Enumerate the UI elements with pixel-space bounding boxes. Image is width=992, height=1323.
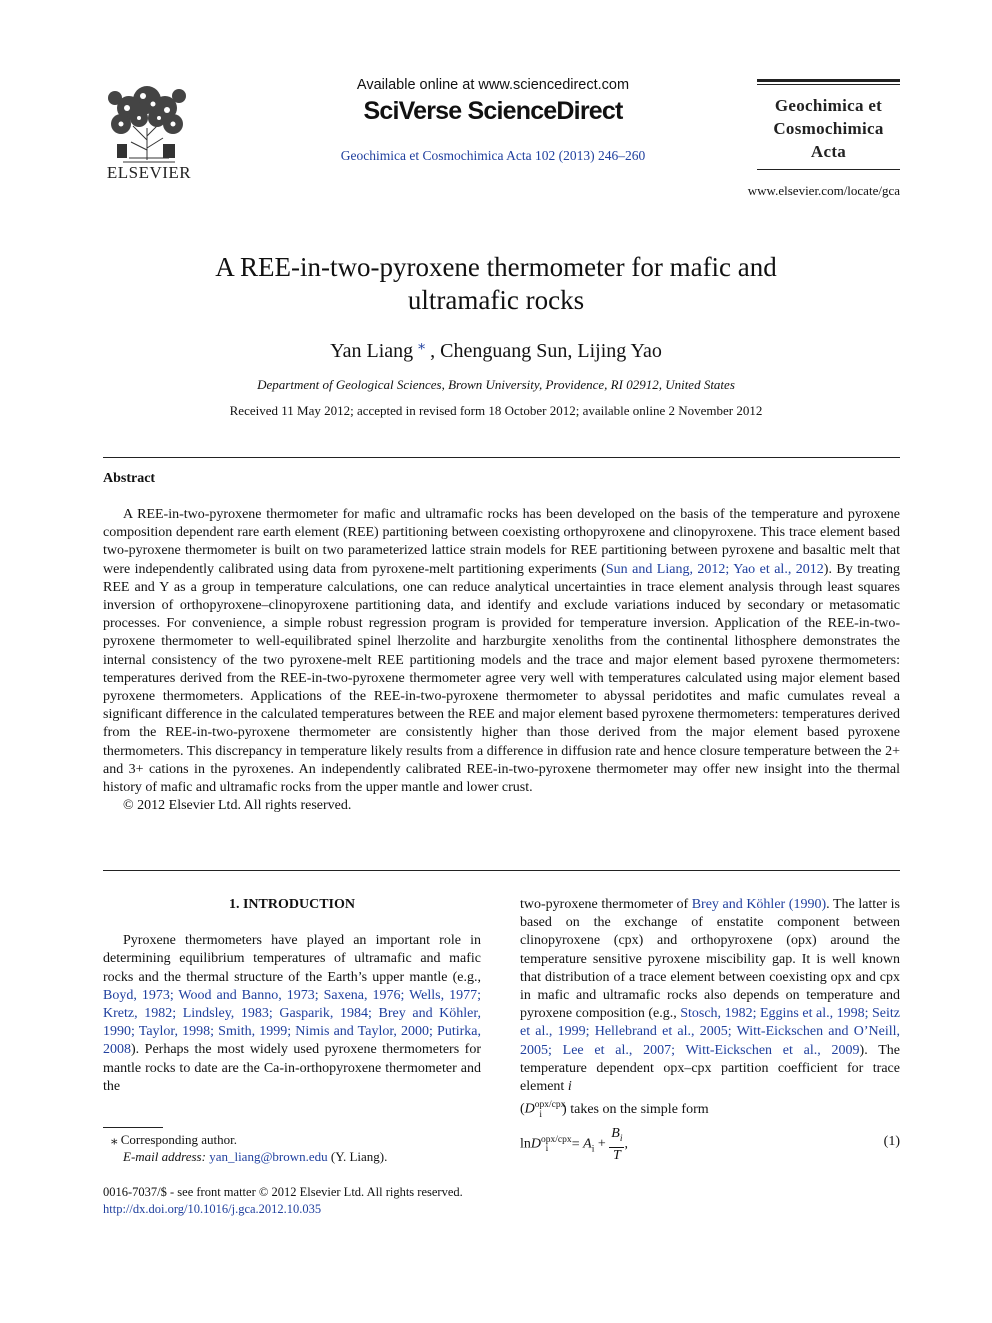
box-top-rule <box>757 79 900 82</box>
equation-1 <box>520 1126 900 1163</box>
footnote-rule <box>103 1127 163 1128</box>
element-symbol-i: i <box>567 1079 572 1095</box>
eq-plus: + <box>594 1136 610 1152</box>
footnote <box>103 1131 481 1165</box>
journal-title-box <box>757 79 900 170</box>
equation-body <box>520 1126 628 1163</box>
doi-link[interactable]: http://dx.doi.org/10.1016/j.gca.2012.10.035 <box>103 1202 322 1216</box>
abstract-body <box>103 506 900 815</box>
intro-text-3: two-pyroxene thermometer of <box>520 897 692 912</box>
journal-title <box>757 85 900 169</box>
right-column <box>520 896 900 1124</box>
eq-sub: i <box>545 1144 549 1155</box>
eq-denominator: T <box>612 1147 621 1163</box>
eq-b: B <box>611 1126 620 1141</box>
intro-text-2: ). Perhaps the most widely used pyroxene thermometers for mantle rocks to date are the Ca-in-orthopyroxene thermometer and the <box>103 1042 481 1094</box>
eq-ln: ln <box>520 1136 531 1152</box>
intro-text-5: ). The temperature dependent opx–cpx partition coefficient for trace element <box>520 1042 900 1095</box>
title-line-1: A REE-in-two-pyroxene thermometer for mafic and <box>215 252 777 282</box>
partition-symbol-d: D <box>524 1101 535 1117</box>
left-column <box>103 896 481 1096</box>
email-suffix: (Y. Liang). <box>327 1149 388 1164</box>
equation-number: (1) <box>883 1134 900 1149</box>
box-bottom-rule <box>757 169 900 170</box>
abstract-bottom-rule <box>103 870 900 871</box>
masthead-center <box>253 77 733 164</box>
eq-numerator <box>609 1126 624 1148</box>
intro-paragraph-1 <box>103 932 481 1096</box>
issn-line: 0016-7037/$ - see front matter © 2012 Elsevier Ltd. All rights reserved. <box>103 1185 463 1199</box>
author-yan-liang: Yan Liang <box>330 340 414 362</box>
brey-kohler-ref-link[interactable]: Brey and Köhler (1990) <box>691 897 827 912</box>
available-online-text: Available online at www.sciencedirect.com <box>356 77 630 93</box>
abstract-text-1: A REE-in-two-pyroxene thermometer for mafic and ultramafic rocks has been developed on the basis of the temperature and pyroxene composition dependent rare earth element (REE) partitioning between coexisting orthopyroxene and clinopyroxene. This trace element based two-pyroxene thermometer is built on two parameterized lattice strain models for REE partitioning between pyroxene and basaltic melt that were independently calibrated using data from pyroxene-melt partitioning experiments ( <box>103 507 900 577</box>
footnote-marker: ⁎ <box>111 1132 118 1147</box>
journal-header <box>103 75 900 205</box>
abstract-heading: Abstract <box>103 471 156 486</box>
article-history: Received 11 May 2012; accepted in revised form 18 October 2012; available online 2 November 2012 <box>229 403 763 418</box>
journal-url[interactable]: www.elsevier.com/locate/gca <box>747 183 900 198</box>
abstract-paragraph <box>103 506 900 797</box>
journal-title-line-1: Geochimica et <box>774 96 883 115</box>
intro-refs-link-2[interactable]: Stosch, 1982; Eggins et al., 1998; Seitz et al., 1999; Hellebrand et al., 2005; Witt-Eickschen and O’Neill, 2005; Lee et al., 2007; Witt-Eickschen et al., 2009 <box>520 1006 900 1058</box>
journal-title-line-3: Acta <box>810 142 847 161</box>
abstract-ref-link[interactable]: Sun and Liang, 2012; Yao et al., 2012 <box>605 561 824 577</box>
footnote-corresponding <box>103 1131 481 1148</box>
elsevier-wordmark: ELSEVIER <box>106 163 192 182</box>
other-authors: , Chenguang Sun, Lijing Yao <box>430 340 662 362</box>
eq-equals: = <box>568 1136 584 1152</box>
affiliation: Department of Geological Sciences, Brown University, Providence, RI 02912, United States <box>257 377 735 392</box>
partition-subscript: i <box>539 1109 543 1120</box>
article-title <box>120 251 872 317</box>
journal-title-line-2: Cosmochimica <box>773 119 884 138</box>
eq-comma: , <box>624 1136 628 1152</box>
intro-refs-link[interactable]: Boyd, 1973; Wood and Banno, 1973; Saxena, 1976; Wells, 1977; Kretz, 1982; Lindsley, 1983; Gasparik, 1984; Brey and Köhler, 1990; Taylor, 1998; Smith, 1999; Nimis and Taylor, 2000; Putirka, 2008 <box>103 987 481 1058</box>
intro-paragraph-continued <box>520 896 900 1124</box>
eq-sup: opx/cpx <box>541 1134 572 1145</box>
abstract-top-rule <box>103 457 900 458</box>
eq-d: D <box>530 1136 542 1152</box>
footnote-corresponding-text: Corresponding author. <box>117 1132 238 1147</box>
sciverse-logo-text: SciVerse ScienceDirect <box>363 97 623 125</box>
intro-text-7: ) takes on the simple form <box>562 1101 709 1117</box>
abstract-text-2: ). By treating REE and Y as a group in temperature calculations, one can reduce analytical uncertainties in trace element analysis through least squares inversion of orthopyroxene–clinopyroxene partitioning data, and identify and exclude variations induced by secondary or metasomatic processes. For convenience, a simple robust regression program is provided for temperature inversion. Application of the REE-in-two-pyroxene thermometer to well-equilibrated spinel lherzolite and harzburgite xenoliths from the continental lithosphere demonstrates the internal consistency of the two pyroxene-melt REE partitioning models and the trace and major element based pyroxene thermometers: temperatures derived from the REE-in-two-pyroxene thermometer agree very well with temperatures calculated using major element based pyroxene thermometers. Applications of the REE-in-two-pyroxene thermometer to abyssal peridotites and mafic cumulates reveal a significant difference in the calculated temperatures between the REE and major element based pyroxene thermometers: temperatures derived from the REE-in-two-pyroxene thermometer are consistently higher than those derived from the major element based pyroxene thermometers. This discrepancy in temperature likely results from a difference in diffusion rate and hence closure temperature between the 2+ and 3+ cations in the pyroxenes. An independently calibrated REE-in-two-pyroxene thermometer may offer new insight into the thermal history of mafic and ultramafic rocks from the upper mantle and lower crust. <box>103 561 900 796</box>
section-heading-introduction: 1. INTRODUCTION <box>228 897 355 912</box>
intro-text-6: ( <box>520 1101 525 1117</box>
title-line-2: ultramafic rocks <box>407 285 585 315</box>
partition-superscript: opx/cpx <box>534 1100 566 1111</box>
email-link[interactable]: yan_liang@brown.edu <box>209 1149 328 1164</box>
abstract-copyright: © 2012 Elsevier Ltd. All rights reserved. <box>123 798 352 814</box>
email-label: E-mail address: <box>123 1149 206 1164</box>
corresponding-author-marker[interactable]: ⁎ <box>418 338 426 353</box>
eq-a: A <box>583 1136 592 1152</box>
eq-fraction <box>609 1126 624 1163</box>
eq-b-sub: i <box>619 1133 623 1144</box>
intro-text-1: Pyroxene thermometers have played an important role in determining equilibrium temperatures of ultramafic and mafic rocks and the thermal structure of the Earth’s upper mantle (e.g., <box>103 933 481 985</box>
eq-a-sub: i <box>591 1144 595 1155</box>
front-matter <box>103 1184 463 1218</box>
journal-citation-link[interactable]: Geochimica et Cosmochimica Acta 102 (2013) 246–260 <box>340 148 646 163</box>
footnote-email <box>103 1148 481 1165</box>
intro-text-4: . The latter is based on the exchange of enstatite component between clinopyroxene (cpx) and orthopyroxene (opx) around the temperature sensitive pyroxene miscibility gap. It is well known that distribution of a trace element between coexisting opx and cpx in mafic and ultramafic rocks also depends on temperature and pyroxene composition (e.g., <box>520 897 901 1022</box>
author-list <box>120 337 872 363</box>
